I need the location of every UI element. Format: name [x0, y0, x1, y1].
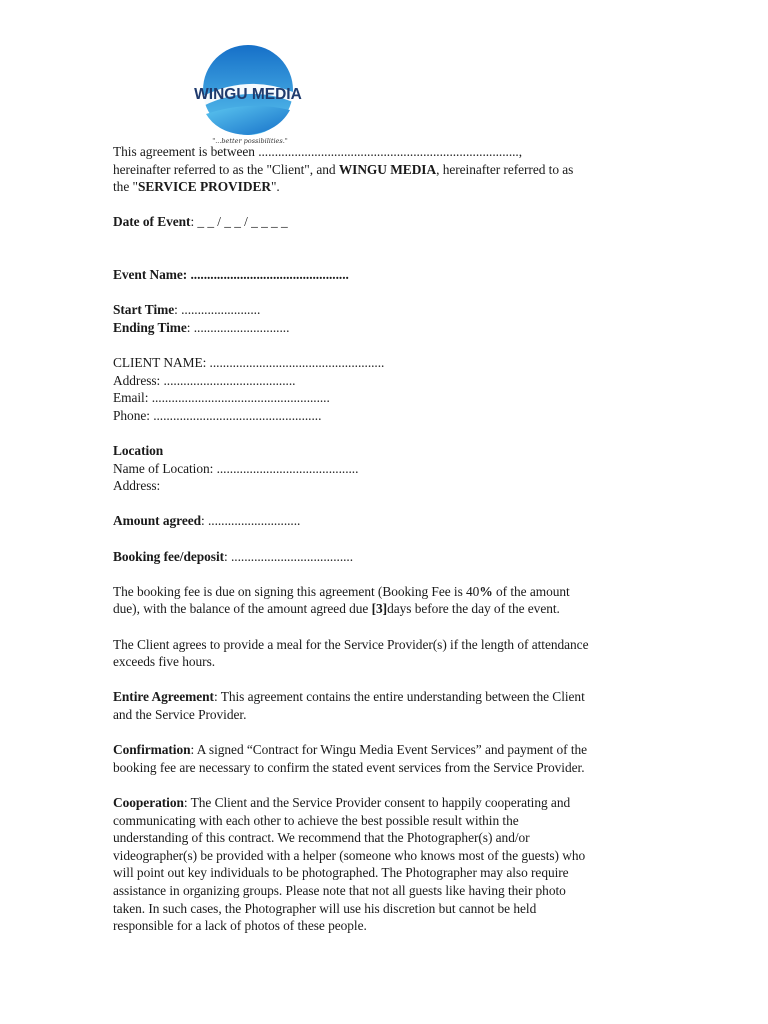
logo-tagline: "...better possibilities.": [212, 137, 288, 145]
cooperation-line-4: videographer(s) be provided with a helper (someone who knows most of the guests) who: [113, 847, 586, 863]
start-time: Start Time: ........................: [113, 302, 261, 318]
client-address: Address: ........................................: [113, 372, 296, 388]
amount-agreed: Amount agreed: ............................: [113, 513, 301, 529]
cooperation-line-7: taken. In such cases, the Photographer will use his discretion but cannot be held: [113, 900, 537, 916]
cooperation-line-6: assistance in organizing groups. Please note that not all guests like having their photo: [113, 882, 566, 898]
booking-terms-line-2: due), with the balance of the amount agreed due [3]days before the day of the event.: [113, 601, 560, 617]
event-name: Event Name: ................................................: [113, 267, 349, 283]
cooperation-line-3: understanding of this contract. We recommend that the Photographer(s) and/or: [113, 830, 530, 846]
booking-fee: Booking fee/deposit: .....................................: [113, 548, 354, 564]
intro-line-3: the "SERVICE PROVIDER".: [113, 179, 280, 195]
ending-time: Ending Time: .............................: [113, 319, 290, 335]
location-address: Address:: [113, 478, 161, 494]
location-heading: Location: [113, 443, 164, 459]
cooperation-line-1: Cooperation: The Client and the Service Provider consent to happily cooperating and: [113, 794, 571, 810]
client-phone: Phone: ...................................................: [113, 407, 322, 423]
entire-agreement-line-1: Entire Agreement: This agreement contains the entire understanding between the Client: [113, 689, 585, 705]
cooperation-line-8: responsible for a lack of photos of these people.: [113, 918, 367, 934]
booking-terms-line-1: The booking fee is due on signing this agreement (Booking Fee is 40% of the amount: [113, 583, 570, 599]
logo-mark: [178, 44, 318, 146]
contract-body: [113, 143, 673, 935]
meal-line-2: exceeds five hours.: [113, 654, 216, 670]
meal-line-1: The Client agrees to provide a meal for the Service Provider(s) if the length of attendance: [113, 636, 589, 652]
cooperation-line-5: will point out key individuals to be photographed. The Photographer may also require: [113, 865, 569, 881]
confirmation-line-2: booking fee are necessary to confirm the stated event services from the Service Provider.: [113, 759, 585, 775]
client-name: CLIENT NAME: .....................................................: [113, 355, 385, 371]
logo-wordmark: WINGU MEDIA: [194, 86, 302, 103]
intro-line-1: This agreement is between ...............................................................................,: [113, 144, 523, 159]
cooperation-line-2: communicating with each other to achieve the best possible result within the: [113, 812, 519, 828]
date-of-event: Date of Event: _ _ / _ _ / _ _ _ _: [113, 214, 288, 230]
entire-agreement-line-2: and the Service Provider.: [113, 707, 247, 722]
location-name: Name of Location: ...........................................: [113, 460, 359, 476]
company-logo: [178, 44, 318, 146]
client-email: Email: ......................................................: [113, 390, 330, 406]
intro-line-2: hereinafter referred to as the "Client", and WINGU MEDIA, hereinafter referred to as: [113, 161, 574, 177]
confirmation-line-1: Confirmation: A signed “Contract for Wingu Media Event Services” and payment of the: [113, 742, 588, 758]
